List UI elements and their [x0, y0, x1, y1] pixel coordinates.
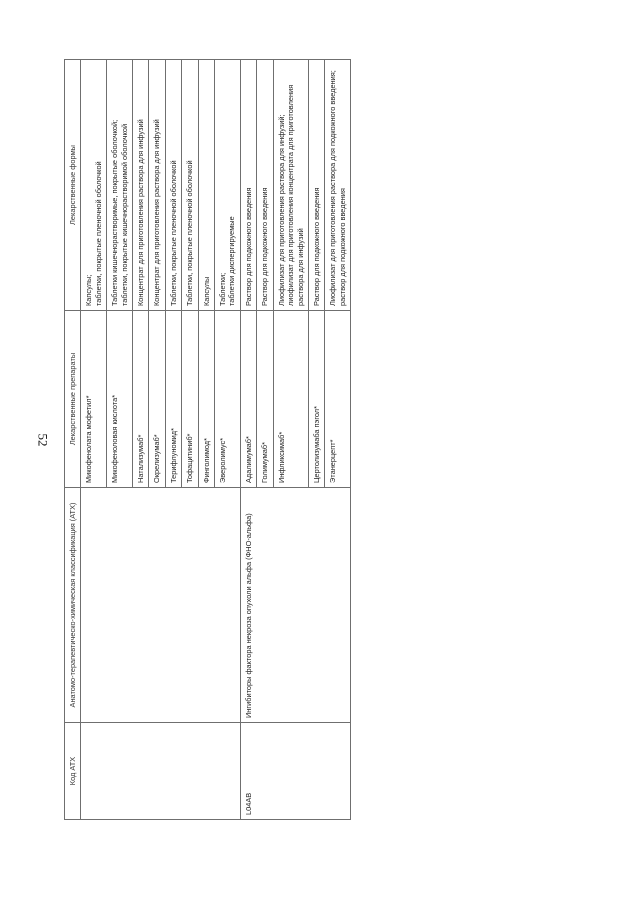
cell-dosage-forms — [165, 60, 181, 311]
dosage-form-line: Концентрат для приготовления раствора для инфузий — [152, 119, 162, 306]
dosage-form-line: таблетки, покрытые кишечнорастворимой оболочкой — [119, 123, 129, 306]
cell-atc-classification: Ингибиторы фактора некроза опухоли альфа (ФНО-альфа) — [240, 488, 350, 723]
dosage-form-line: таблетки, покрытые пленочной оболочкой — [93, 161, 103, 306]
dosage-form-line: таблетки диспергируемые — [227, 216, 237, 306]
cell-drug-name: Финголимод* — [198, 311, 214, 488]
cell-dosage-forms — [215, 60, 241, 311]
header-forms: Лекарственные формы — [65, 60, 81, 311]
cell-drug-name: Тофацитиниб* — [182, 311, 198, 488]
table-row — [240, 60, 256, 820]
cell-dosage-forms — [198, 60, 214, 311]
dosage-form-line: Концентрат для приготовления раствора для инфузий — [136, 119, 146, 306]
cell-atc-code — [81, 723, 240, 820]
header-code: Код АТХ — [65, 723, 81, 820]
dosage-form-line: лиофилизат для приготовления концентрата для приготовления раствора для инфузий — [286, 84, 305, 306]
cell-dosage-forms — [257, 60, 273, 311]
cell-atc-code: L04AB — [240, 723, 350, 820]
dosage-form-line: Таблетки; — [218, 272, 228, 306]
dosage-form-line: Раствор для подкожного введения — [243, 187, 253, 306]
cell-dosage-forms — [273, 60, 308, 311]
dosage-form-line: Таблетки, покрытые пленочной оболочкой — [168, 160, 178, 306]
cell-dosage-forms — [133, 60, 149, 311]
cell-dosage-forms — [81, 60, 107, 311]
dosage-form-line: Лиофилизат для приготовления раствора для подкожного введения; — [328, 70, 338, 306]
dosage-form-line: Капсулы — [201, 276, 211, 306]
cell-drug-name: Этанерцепт* — [325, 311, 351, 488]
dosage-form-line: Капсулы; — [84, 274, 94, 306]
cell-drug-name: Эверолимус* — [215, 311, 241, 488]
dosage-form-line: Раствор для подкожного введения — [260, 187, 270, 306]
rotated-table-container — [64, 66, 576, 820]
cell-drug-name: Микофеноловая кислота* — [107, 311, 133, 488]
cell-dosage-forms — [182, 60, 198, 311]
cell-drug-name: Натализумаб* — [133, 311, 149, 488]
dosage-form-line: Раствор для подкожного введения — [311, 187, 321, 306]
cell-drug-name: Адалимумаб* — [240, 311, 256, 488]
cell-drug-name: Цертолизумаба пэгол* — [308, 311, 324, 488]
cell-drug-name: Терифлуномид* — [165, 311, 181, 488]
cell-dosage-forms — [240, 60, 256, 311]
cell-drug-name: Микофенолата мофетил* — [81, 311, 107, 488]
dosage-form-line: раствор для подкожного введения — [337, 188, 347, 306]
cell-dosage-forms — [308, 60, 324, 311]
cell-atc-classification — [81, 488, 240, 723]
cell-dosage-forms — [325, 60, 351, 311]
header-drugs: Лекарственные препараты — [65, 311, 81, 488]
cell-drug-name: Голимумаб* — [257, 311, 273, 488]
header-classification: Анатомо-терапевтическо-химическая классификация (АТХ) — [65, 488, 81, 723]
dosage-form-line: Лиофилизат для приготовления раствора для инфузий; — [276, 114, 286, 306]
dosage-form-line: Таблетки кишечнорастворимые, покрытые оболочкой; — [110, 119, 120, 306]
cell-drug-name: Инфликсимаб* — [273, 311, 308, 488]
header-row — [65, 60, 81, 820]
table-row — [81, 60, 107, 820]
drug-table — [64, 59, 351, 820]
cell-dosage-forms — [107, 60, 133, 311]
dosage-form-line: Таблетки, покрытые пленочной оболочкой — [185, 160, 195, 306]
cell-dosage-forms — [149, 60, 165, 311]
cell-drug-name: Окрелизумаб* — [149, 311, 165, 488]
page-number: 52 — [35, 433, 51, 447]
